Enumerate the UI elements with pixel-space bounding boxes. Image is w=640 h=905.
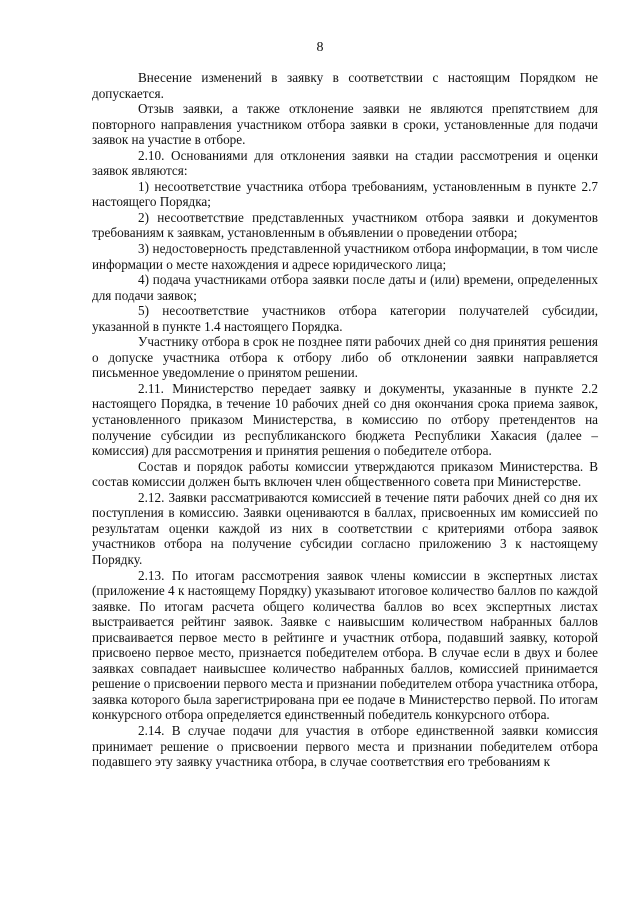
- paragraph-notification: Участнику отбора в срок не позднее пяти рабочих дней со дня принятия решения о допуске участника отбора к отбору либо об отклонении заявки направляется письменное уведомление о принятом решении.: [92, 334, 598, 381]
- paragraph-2-12: 2.12. Заявки рассматриваются комиссией в течение пяти рабочих дней со дня их поступления в комиссию. Заявки оцениваются в баллах, присвоенных им комиссией по результатам оценки каждой из них в соответствии с критериями отбора заявок участников отбора на получение субсидии согласно приложению 3 к настоящему Порядку.: [92, 489, 598, 567]
- paragraph-2-13: 2.13. По итогам рассмотрения заявок члены комиссии в экспертных листах (приложение 4 к настоящему Порядку) указывают итоговое количество баллов по каждой заявке. По итогам расчета общего количества баллов во всех экспертных листах выстраивается рейтинг заявок. Заявке с наивысшим количеством набранных баллов присваивается первое место в рейтинге и участник отбора, подавший заявку, которой присвоено первое место, признается победителем отбора. В случае если в двух и более заявках совпадает наивысшее количество набранных баллов, комиссией принимается решение о присвоении первого места и признании победителем отбора участника отбора, заявка которого была зарегистрирована при ее подаче в Министерство первой. По итогам конкурсного отбора определяется единственный победитель конкурсного отбора.: [92, 567, 598, 723]
- paragraph-item-5: 5) несоответствие участников отбора категории получателей субсидии, указанной в пункте 1.4 настоящего Порядка.: [92, 303, 598, 334]
- paragraph-no-changes: Внесение изменений в заявку в соответствии с настоящим Порядком не допускается.: [92, 70, 598, 101]
- paragraph-2-11: 2.11. Министерство передает заявку и документы, указанные в пункте 2.2 настоящего Порядка, в течение 10 рабочих дней со дня окончания срока приема заявок, установленного приказом Министерства, в комиссию по отбору претендентов на получение субсидии из республиканского бюджета Республики Хакасия (далее – комиссия) для рассмотрения и принятия решения о победителе отбора.: [92, 380, 598, 459]
- paragraph-item-4: 4) подача участниками отбора заявки после даты и (или) времени, определенных для подачи заявок;: [92, 272, 598, 303]
- document-body: [92, 70, 598, 770]
- page-number: 8: [316, 40, 324, 55]
- paragraph-item-1: 1) несоответствие участника отбора требованиям, установленным в пункте 2.7 настоящего Порядка;: [92, 178, 598, 210]
- paragraph-commission-composition: Состав и порядок работы комиссии утверждаются приказом Министерства. В состав комиссии должен быть включен член общественного совета при Министерстве.: [92, 458, 598, 490]
- paragraph-item-3: 3) недостоверность представленной участником отбора информации, в том числе информации о месте нахождения и адресе юридического лица;: [92, 241, 598, 272]
- paragraph-2-14: 2.14. В случае подачи для участия в отборе единственной заявки комиссия принимает решение о присвоении первого места и признании победителем отбора подавшего эту заявку участника отбора, в случае соответствия его требованиям к: [92, 722, 598, 770]
- paragraph-2-10: 2.10. Основаниями для отклонения заявки на стадии рассмотрения и оценки заявок являются:: [92, 147, 598, 179]
- paragraph-withdrawal: Отзыв заявки, а также отклонение заявки не являются препятствием для повторного направления участником отбора заявки в сроки, установленные для подачи заявок на участие в отборе.: [92, 101, 598, 148]
- paragraph-item-2: 2) несоответствие представленных участником отбора заявки и документов требованиям к заявкам, установленным в объявлении о проведении отбора;: [92, 209, 598, 241]
